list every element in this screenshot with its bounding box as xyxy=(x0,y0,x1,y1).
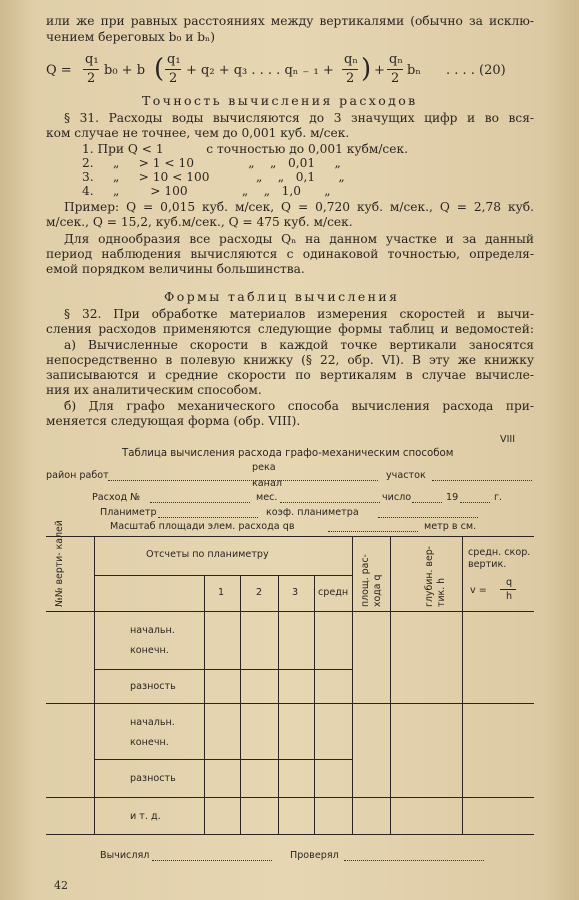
label-kanal: канал xyxy=(252,478,282,489)
row-konech: конечн. xyxy=(130,645,169,656)
formula-denominator: 2 xyxy=(346,71,355,86)
col-header-otschety: Отсчеты по планиметру xyxy=(146,549,269,560)
text-line: записываются и средние скорости по вертикалям в случае вычисле- xyxy=(46,368,534,382)
accuracy-row: 4. „ > 100 „ „ 1,0 „ xyxy=(82,184,331,198)
formula-denominator: 2 xyxy=(87,71,96,86)
text-line: ния их аналитическим способом. xyxy=(46,383,262,397)
text-line: сления расходов применяются следующие формы таблиц и ведомостей: xyxy=(46,322,534,336)
row-raznost: разность xyxy=(130,773,176,784)
accuracy-row: 3. „ > 10 < 100 „ „ 0,1 „ xyxy=(82,170,345,184)
label-vychislyal: Вычислял xyxy=(100,850,150,861)
formula-middle: + q₂ + q₃ . . . . qₙ ₋ ₁ + xyxy=(186,63,334,78)
row-itd: и т. д. xyxy=(130,811,161,822)
label-chislo: число xyxy=(382,492,412,503)
section-heading: Формы таблиц вычисления xyxy=(164,289,400,304)
text-line: § 31. Расходы воды вычисляются до 3 значущих цифр и во вся- xyxy=(64,111,534,125)
formula-q1-inner: q₁ xyxy=(167,52,181,67)
formula-qn: qₙ xyxy=(344,52,358,67)
text-line: или же при равных расстояниях между вертикалями (обычно за исклю- xyxy=(46,14,534,28)
row-nach: начальн. xyxy=(130,625,175,636)
col-header-1: 1 xyxy=(218,587,225,598)
formula-plus: + xyxy=(374,63,385,78)
text-line: § 32. При обработке материалов измерения скоростей и вычи- xyxy=(64,307,534,321)
label-uchastok: участок xyxy=(386,470,426,481)
formula-denominator: 2 xyxy=(169,71,178,86)
text-line: Для однообразия все расходы Qₙ на данном участке и за данный xyxy=(64,232,534,246)
formula-number: . . . . (20) xyxy=(446,63,506,78)
row-nach: начальн. xyxy=(130,717,175,728)
accuracy-row: 2. „ > 1 < 10 „ „ 0,01 „ xyxy=(82,156,341,170)
text-line: период наблюдения вычисляются с одинаковой точностью, определя- xyxy=(46,247,534,261)
text-line: емой порядком величины большинства. xyxy=(46,262,305,276)
v-numerator: q xyxy=(506,577,513,588)
form-number: VIII xyxy=(500,434,516,445)
formula-q: Q = xyxy=(46,63,72,78)
formula-b0: b₀ + b xyxy=(104,63,146,78)
accuracy-row: 1. При Q < 1 с точностью до 0,001 кубм/сек. xyxy=(82,142,408,156)
text-line: ком случае не точнее, чем до 0,001 куб. м/сек. xyxy=(46,126,350,140)
section-heading: Точность вычисления расходов xyxy=(142,93,418,108)
paren-open: ( xyxy=(154,54,165,84)
col-header-2: 2 xyxy=(256,587,263,598)
form-title: Таблица вычисления расхода графо-механическим способом xyxy=(122,448,454,459)
v-formula: v = xyxy=(470,585,487,596)
label-year: 19 xyxy=(446,492,459,503)
page-number: 42 xyxy=(54,879,68,892)
text-line: меняется следующая форма (обр. VIII). xyxy=(46,414,301,428)
col-header-glub: глубин. вер- тик. h xyxy=(424,545,447,607)
label-proveryal: Проверял xyxy=(290,850,339,861)
label-planimetr: Планиметр xyxy=(100,507,157,518)
label-masshtab: Масштаб площади элем. расхода qв xyxy=(110,521,295,532)
formula-bn: bₙ xyxy=(407,63,421,78)
formula-20 xyxy=(46,52,566,90)
col-header-sredn: средн xyxy=(318,587,349,598)
text-line: непосредственно в полевую книжку (§ 22, обр. VI). В эту же книжку xyxy=(46,353,534,367)
label-metr: метр в см. xyxy=(424,521,477,532)
label-rayon: район работ xyxy=(46,470,109,481)
label-mes: мес. xyxy=(256,492,278,503)
col-header-vertical-number: №№ верти- калей xyxy=(54,520,65,607)
paren-close: ) xyxy=(361,54,372,84)
formula-denominator: 2 xyxy=(391,71,400,86)
example-line: м/сек., Q = 15,2, куб.м/сек., Q = 475 куб. м/сек. xyxy=(46,215,353,229)
text-line: б) Для графо механического способа вычисления расхода при- xyxy=(64,399,534,413)
row-raznost: разность xyxy=(130,681,176,692)
text-line: чением береговых b₀ и bₙ) xyxy=(46,30,216,44)
v-denominator: h xyxy=(506,591,513,602)
text-line: а) Вычисленные скорости в каждой точке вертикали заносятся xyxy=(64,338,534,352)
label-reka: река xyxy=(252,462,276,473)
label-koef: коэф. планиметра xyxy=(266,507,359,518)
col-header-plosh: площ. рас- хода q xyxy=(360,554,383,607)
label-g: г. xyxy=(494,492,503,503)
col-header-3: 3 xyxy=(292,587,299,598)
label-rashod: Расход № xyxy=(92,492,141,503)
example-line: Пример: Q = 0,015 куб. м/сек, Q = 0,720 куб. м/сек., Q = 2,78 куб. xyxy=(64,200,534,214)
formula-qn-2: qₙ xyxy=(389,52,403,67)
col-header-skor: средн. скор. вертик. xyxy=(468,547,531,570)
formula-q1: q₁ xyxy=(85,52,99,67)
row-konech: конечн. xyxy=(130,737,169,748)
